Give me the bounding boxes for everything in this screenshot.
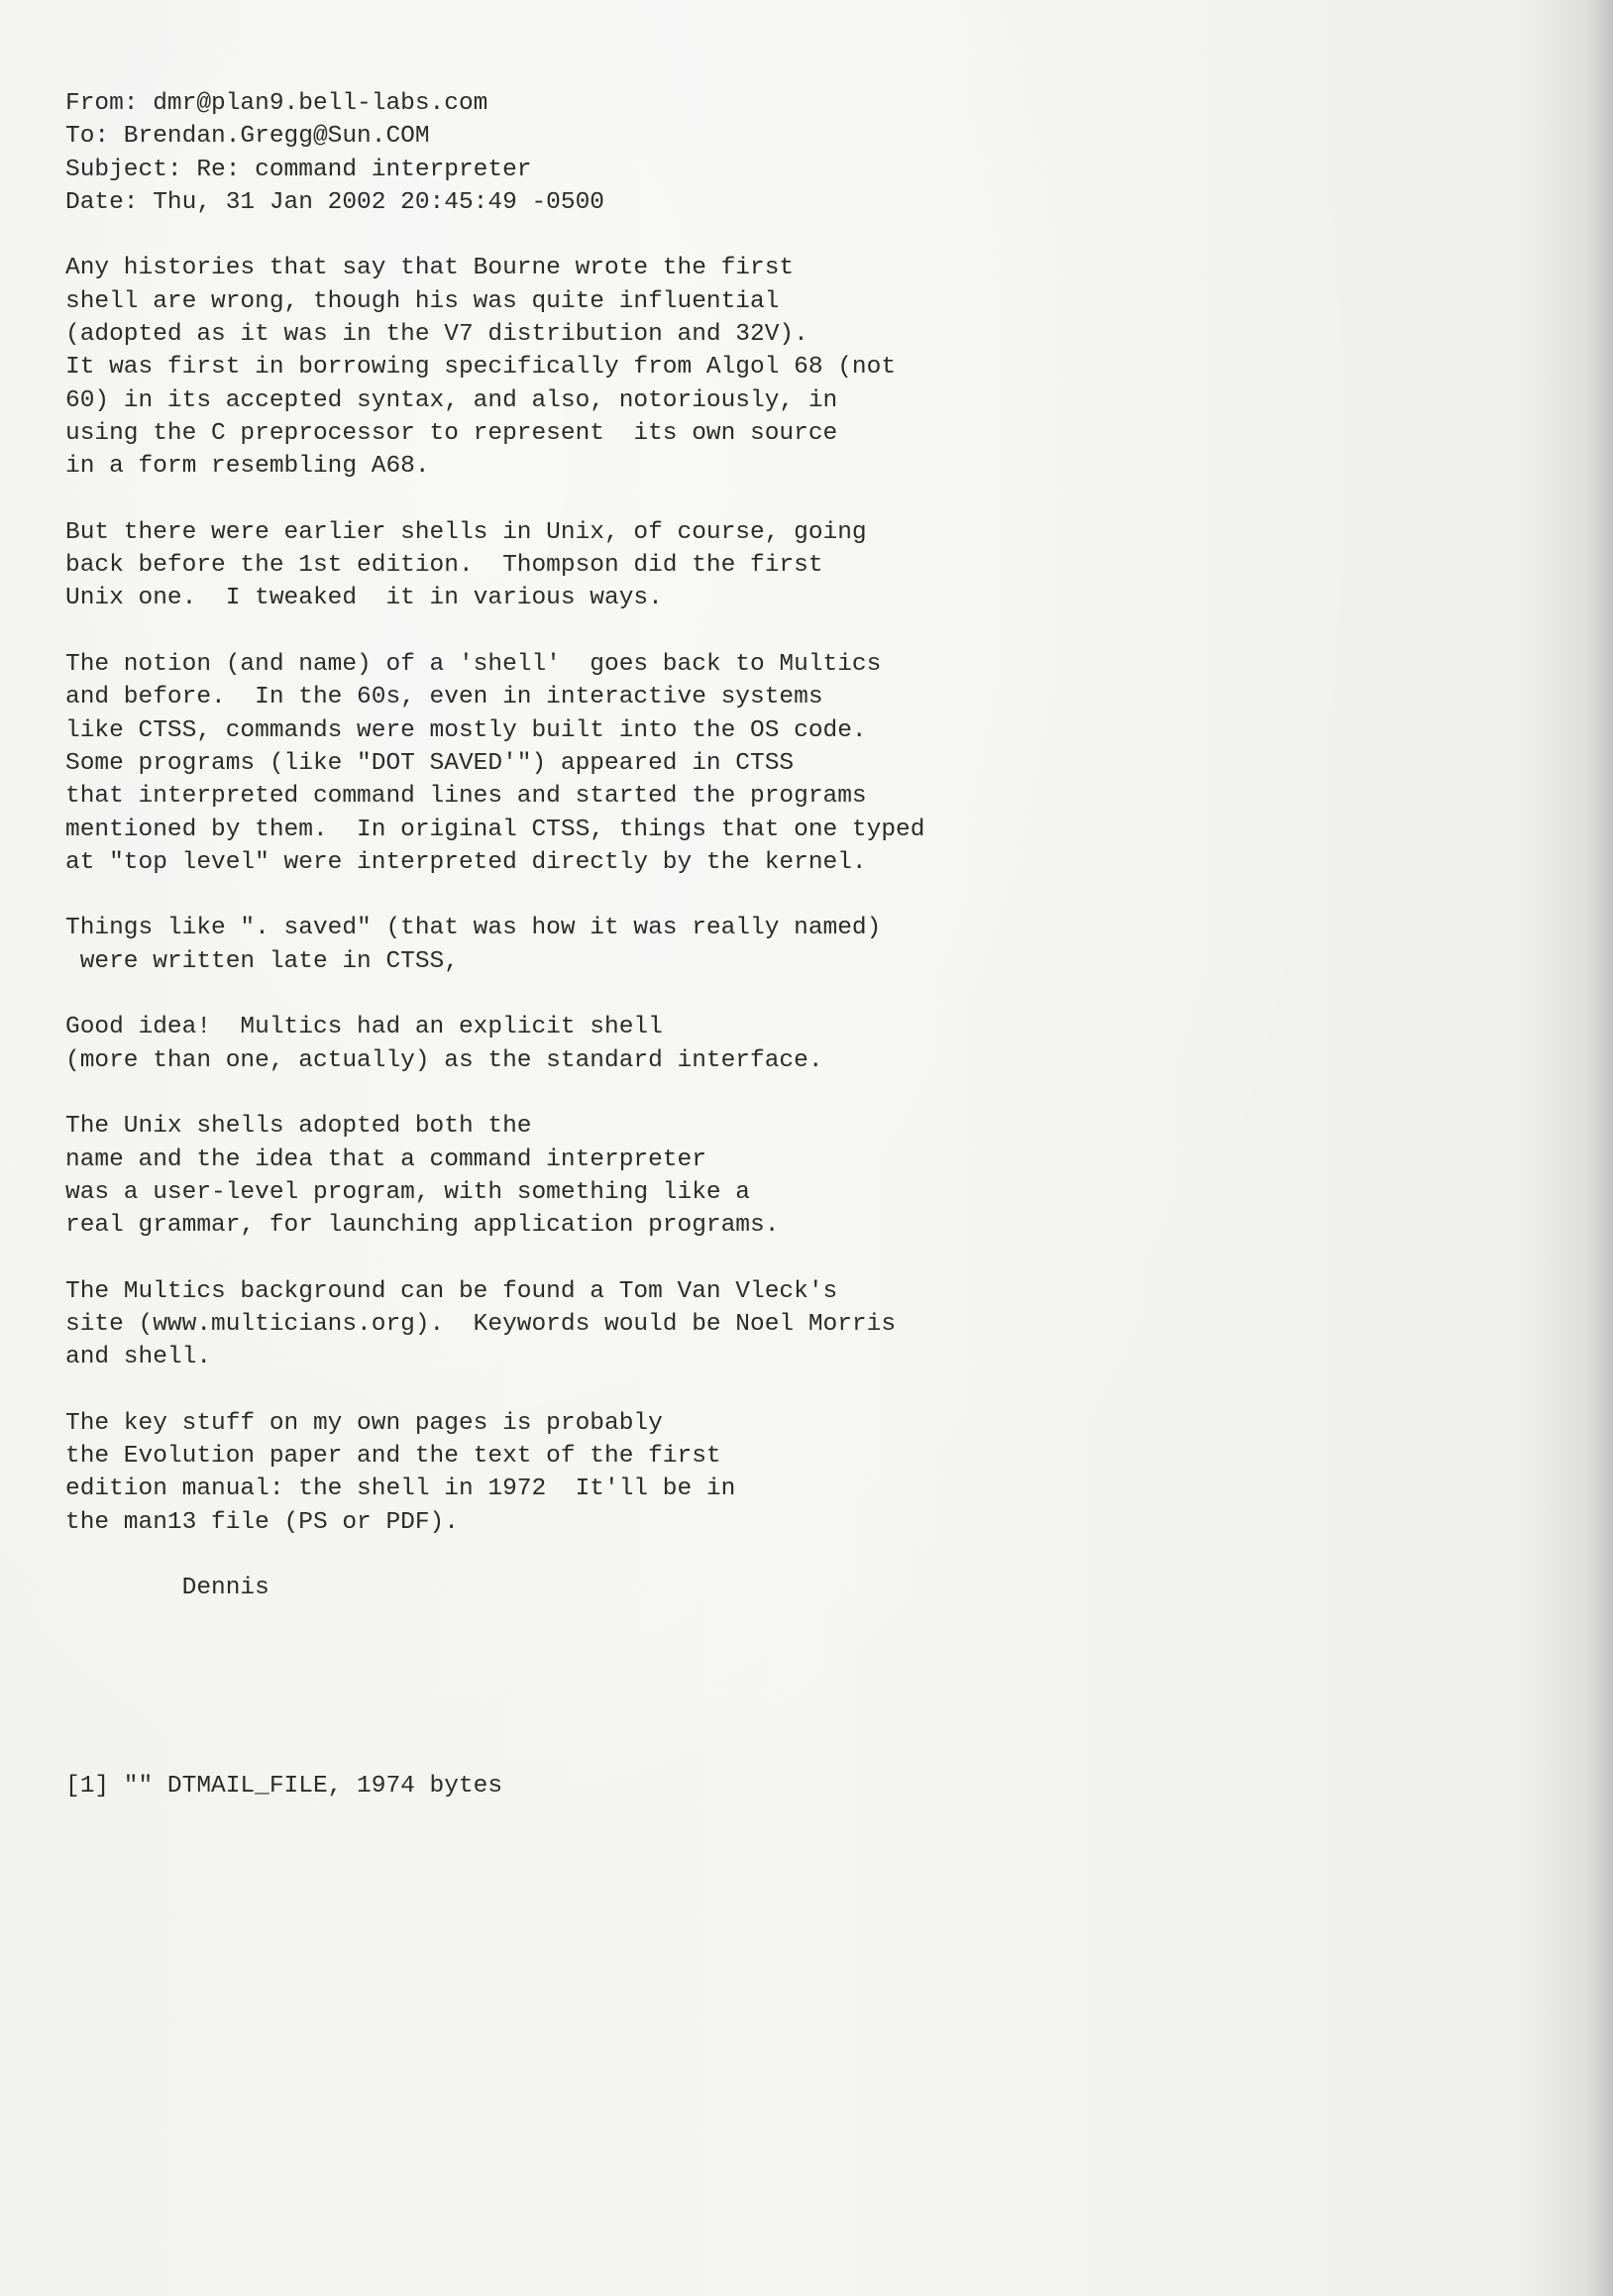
header-subject: Subject: Re: command interpreter (65, 156, 532, 183)
body-line: The key stuff on my own pages is probably (65, 1409, 663, 1437)
header-to: To: Brendan.Gregg@Sun.COM (65, 123, 430, 151)
body-line: shell are wrong, though his was quite influential (65, 287, 780, 315)
body-line: Some programs (like "DOT SAVED'") appeared in CTSS (65, 749, 795, 777)
body-line: (more than one, actually) as the standard interface. (65, 1046, 823, 1074)
email-printout (65, 87, 1492, 1803)
email-header (65, 87, 1492, 219)
body-line: site (www.multicians.org). Keywords would be Noel Morris (65, 1310, 897, 1338)
body-line: in a form resembling A68. (65, 453, 430, 481)
paragraph-multics-notion (65, 648, 1492, 879)
paragraph-dot-saved (65, 912, 1492, 978)
body-line: Things like ". saved" (that was how it was really named) (65, 915, 882, 942)
body-line: using the C preprocessor to represent its own source (65, 419, 838, 447)
body-line: back before the 1st edition. Thompson did the first (65, 552, 823, 580)
attachment-line: [1] "" DTMAIL_FILE, 1974 bytes (65, 1773, 503, 1801)
body-line: The notion (and name) of a 'shell' goes back to Multics (65, 651, 882, 679)
body-line: and before. In the 60s, even in interactive systems (65, 684, 823, 711)
body-line: like CTSS, commands were mostly built into the OS code. (65, 716, 867, 744)
header-date: Date: Thu, 31 Jan 2002 20:45:49 -0500 (65, 188, 604, 216)
paragraph-unix-shells (65, 1110, 1492, 1242)
body-line: at "top level" were interpreted directly by the kernel. (65, 848, 867, 876)
paragraph-bourne (65, 252, 1492, 483)
paragraph-key-stuff (65, 1407, 1492, 1539)
body-line: the man13 file (PS or PDF). (65, 1508, 459, 1536)
body-line: It was first in borrowing specifically from Algol 68 (not (65, 354, 897, 382)
body-line: But there were earlier shells in Unix, of course, going (65, 518, 867, 546)
body-line: edition manual: the shell in 1972 It'll be in (65, 1476, 736, 1503)
body-line: real grammar, for launching application programs. (65, 1212, 780, 1240)
body-line: Unix one. I tweaked it in various ways. (65, 585, 663, 612)
body-line: was a user-level program, with something like a (65, 1178, 751, 1206)
paragraph-multics-background (65, 1275, 1492, 1374)
body-line: (adopted as it was in the V7 distribution and 32V). (65, 321, 808, 349)
body-line: The Unix shells adopted both the (65, 1113, 532, 1141)
body-line: Good idea! Multics had an explicit shell (65, 1014, 663, 1041)
body-line: were written late in CTSS, (65, 947, 459, 975)
body-line: that interpreted command lines and started the programs (65, 783, 867, 811)
body-line: the Evolution paper and the text of the first (65, 1443, 721, 1471)
paragraph-good-idea (65, 1011, 1492, 1077)
body-line: mentioned by them. In original CTSS, things that one typed (65, 816, 925, 843)
body-line: The Multics background can be found a Tom Van Vleck's (65, 1277, 838, 1305)
body-line: Any histories that say that Bourne wrote the first (65, 255, 795, 282)
signature: Dennis (65, 1575, 269, 1602)
scan-shadow-edge (1587, 0, 1613, 2296)
body-line: 60) in its accepted syntax, and also, notoriously, in (65, 386, 838, 414)
paragraph-earlier-shells (65, 516, 1492, 615)
body-line: and shell. (65, 1344, 212, 1371)
body-line: name and the idea that a command interpreter (65, 1146, 706, 1173)
header-from: From: dmr@plan9.bell-labs.com (65, 90, 488, 117)
